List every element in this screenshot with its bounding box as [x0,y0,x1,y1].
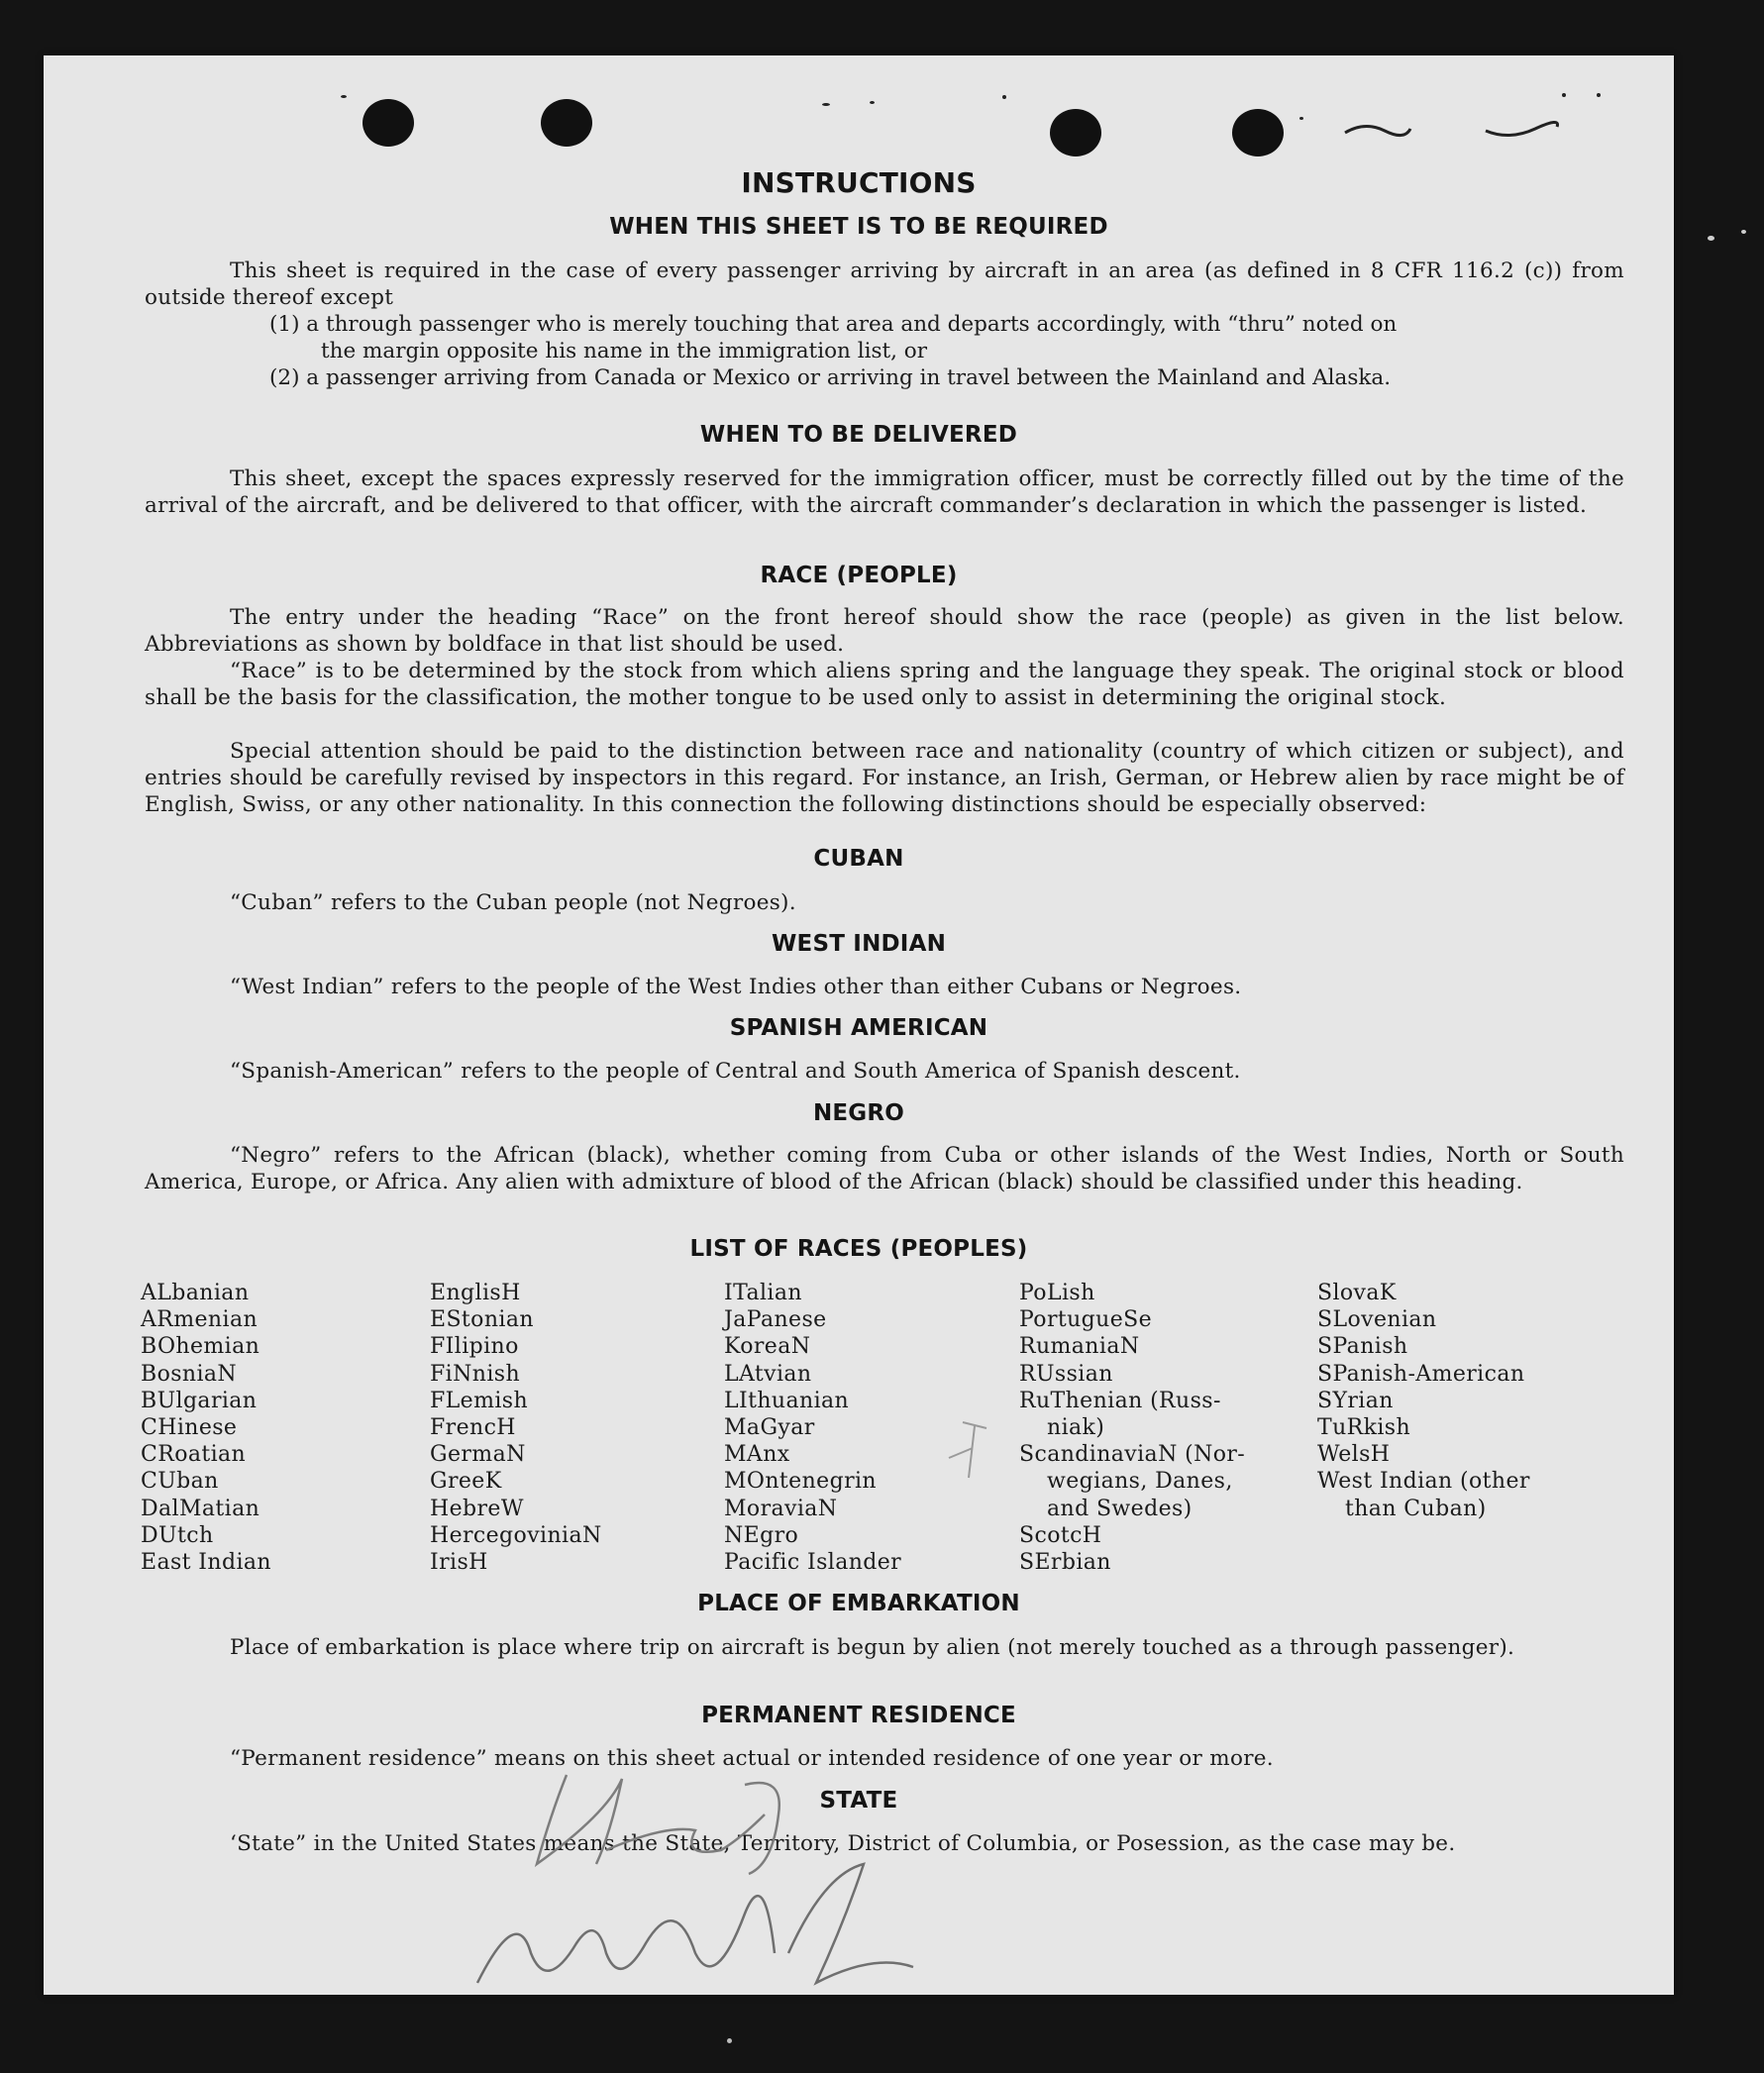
race-entry: PoLish [1019,1281,1095,1305]
race-entry: SPanish-American [1317,1361,1525,1387]
residence-text: “Permanent residence” means on this sheet actual or intended residence of one year or more. [230,1746,1274,1771]
race-entry: Pacific Islander [724,1550,902,1576]
race-entry: FLemish [430,1388,529,1413]
race-entry: West Indian (other [1317,1469,1530,1495]
race-entry: and Swedes) [1047,1496,1193,1521]
race-entry: MaGyar [724,1415,815,1441]
race-entry: ALbanian [141,1281,250,1305]
document-page [44,55,1674,1995]
race-column-4 [1019,1280,1245,1576]
west-indian-text: “West Indian” refers to the people of the West Indies other than either Cubans or Negroes. [230,975,1242,999]
race-entry: FiNnish [430,1361,521,1387]
race-entry: niak) [1047,1415,1105,1441]
required-intro: This sheet is required in the case of every passenger arriving by aircraft in an area (as defined in 8 CFR 116.2 (c)) from outside thereof except [145,259,1624,310]
race-entry: KoreaN [724,1334,811,1360]
cuban-text: “Cuban” refers to the Cuban people (not Negroes). [230,890,796,915]
race-entry: FIlipino [430,1334,519,1360]
race-entry: ARmenian [141,1307,259,1333]
race-column-5 [1317,1280,1530,1522]
race-paragraph-3: Special attention should be paid to the distinction between race and nationality (country of which citizen or subject), and entries should be carefully revised by inspectors in this regard. For instance, an Irish, German, or Hebrew alien by race might be of English, Swiss, or any other nationality. In this connection the following distinctions should be especially observed: [145,739,1624,817]
race-entry: CUban [141,1469,219,1495]
punch-hole [1050,109,1101,156]
race-entry: than Cuban) [1345,1496,1487,1521]
race-column-2 [430,1280,602,1576]
race-entry: CRoatian [141,1442,247,1468]
section-heading-list: LIST OF RACES (PEOPLES) [689,1236,1028,1262]
race-entry: SYrian [1317,1388,1394,1413]
pencil-mark [1341,111,1599,151]
race-column-3 [724,1280,901,1576]
section-heading-west-indian: WEST INDIAN [771,931,947,957]
section-heading-delivered: WHEN TO BE DELIVERED [699,422,1018,448]
section-heading-required: WHEN THIS SHEET IS TO BE REQUIRED [609,214,1108,240]
spanish-american-text: “Spanish-American” refers to the people of Central and South America of Spanish descent. [230,1059,1241,1084]
race-entry: IrisH [430,1550,488,1576]
section-heading-negro: NEGRO [812,1100,905,1126]
race-entry: DUtch [141,1522,214,1548]
page-title: INSTRUCTIONS [741,166,977,199]
section-heading-state: STATE [819,1788,898,1814]
punch-hole [541,99,592,147]
section-heading-embarkation: PLACE OF EMBARKATION [697,1591,1020,1616]
race-entry: ITalian [724,1281,802,1305]
race-entry: RumaniaN [1019,1334,1140,1360]
race-entry: CHinese [141,1415,238,1441]
negro-text: “Negro” refers to the African (black), whether coming from Cuba or other islands of the West Indies, North or South America, Europe, or Africa. Any alien with admixture of blood of the African (black) should be classified under this heading. [145,1143,1624,1194]
delivered-text: This sheet, except the spaces expressly reserved for the immigration officer, must be correctly filled out by the time of the arrival of the aircraft, and be delivered to that officer, with the aircraft commander’s declaration in which the passenger is listed. [145,466,1624,518]
pencil-mark [943,1418,1002,1498]
section-heading-spanish-american: SPANISH AMERICAN [729,1015,988,1041]
race-entry: SErbian [1019,1550,1111,1576]
race-paragraph-1: The entry under the heading “Race” on the front hereof should show the race (people) as given in the list below. Abbreviations as shown by boldface in that list should be used. [145,605,1624,657]
race-entry: HebreW [430,1496,524,1521]
race-entry: ScotcH [1019,1522,1102,1548]
race-entry: RuThenian (Russ- [1019,1388,1221,1413]
race-entry: GermaN [430,1442,526,1468]
race-entry: East Indian [141,1550,271,1576]
handwritten-signature [448,1755,1002,1993]
punch-hole [363,99,414,147]
exception-item-2: (2) a passenger arriving from Canada or Mexico or arriving in travel between the Mainland and Alaska. [269,365,1392,390]
race-entry: SPanish [1317,1334,1408,1360]
race-entry: LIthuanian [724,1388,850,1413]
race-entry: wegians, Danes, [1047,1469,1233,1495]
race-entry: EnglisH [430,1281,521,1305]
race-entry: MAnx [724,1442,790,1468]
race-entry: HercegoviniaN [430,1522,602,1548]
race-entry: BosniaN [141,1361,238,1387]
race-entry: TuRkish [1317,1415,1411,1441]
race-entry: MoraviaN [724,1496,838,1521]
race-entry: MOntenegrin [724,1469,877,1495]
race-column-1 [141,1280,271,1576]
race-entry: EStonian [430,1307,534,1333]
race-entry: SLovenian [1317,1307,1437,1333]
race-entry: NEgro [724,1522,799,1548]
embarkation-text: Place of embarkation is place where trip on aircraft is begun by alien (not merely touched as a through passenger). [230,1635,1515,1660]
race-entry: BOhemian [141,1334,260,1360]
section-heading-residence: PERMANENT RESIDENCE [701,1703,1016,1728]
state-text: ‘State” in the United States means the State, Territory, District of Columbia, or Posession, as the case may be. [230,1831,1456,1856]
race-entry: FrencH [430,1415,516,1441]
race-entry: PortugueSe [1019,1307,1153,1333]
race-entry: DalMatian [141,1496,260,1521]
race-entry: GreeK [430,1469,502,1495]
race-paragraph-2: “Race” is to be determined by the stock from which aliens spring and the language they speak. The original stock or blood shall be the basis for the classification, the mother tongue to be used only to assist in determining the original stock. [145,659,1624,710]
race-entry: BUlgarian [141,1388,258,1413]
section-heading-race: RACE (PEOPLE) [760,563,958,588]
race-entry: ScandinaviaN (Nor- [1019,1442,1246,1468]
race-entry: WelsH [1317,1442,1391,1468]
punch-hole [1232,109,1284,156]
race-entry: SlovaK [1317,1281,1397,1305]
race-entry: LAtvian [724,1361,812,1387]
section-heading-cuban: CUBAN [813,846,904,872]
exception-item-1: (1) a through passenger who is merely touching that area and departs accordingly, with “thru” noted on the margin opposite his name in the immigration list, or [269,312,1398,363]
race-entry: JaPanese [724,1307,827,1333]
race-entry: RUssian [1019,1361,1113,1387]
